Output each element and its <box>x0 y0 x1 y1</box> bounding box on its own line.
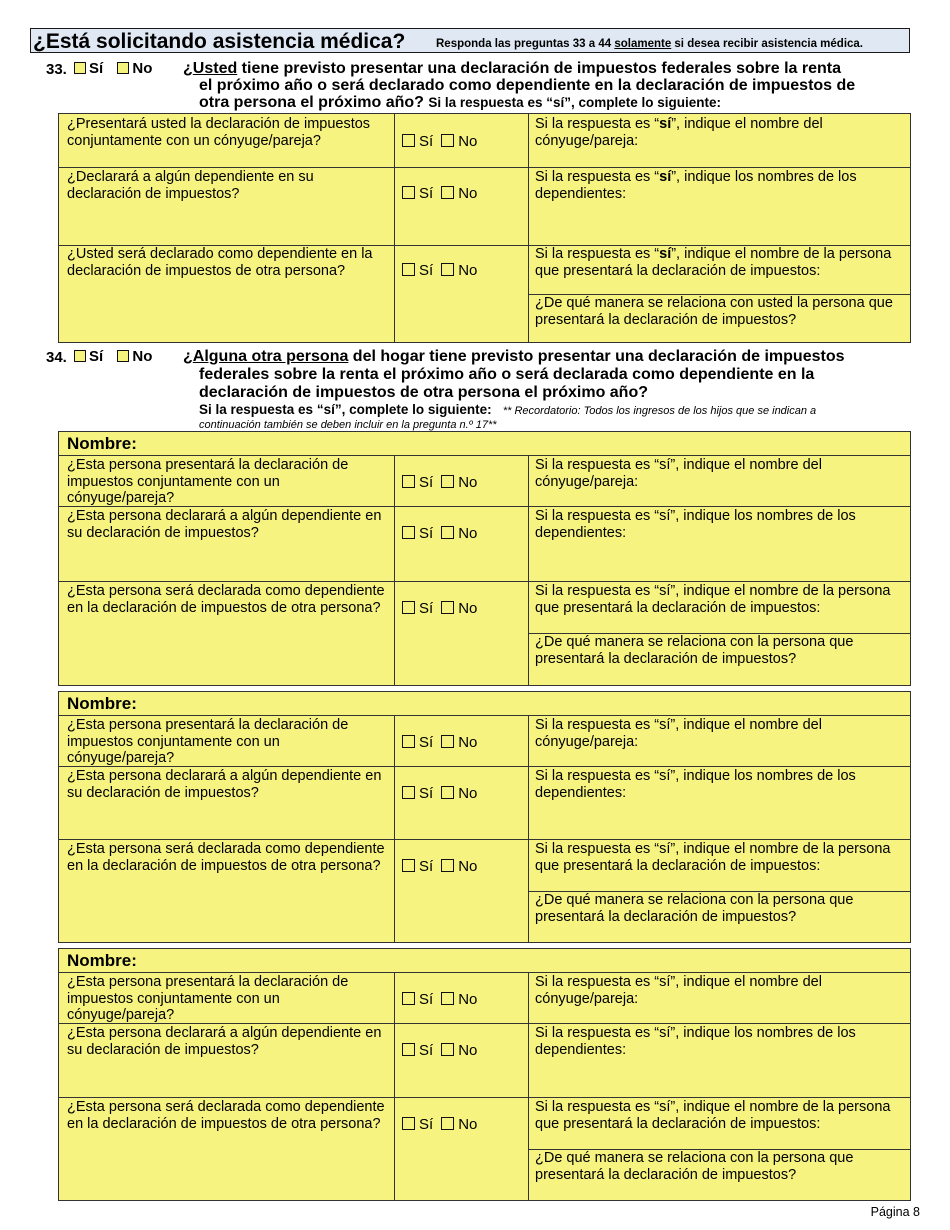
person1-row3-yesno: Sí No <box>402 600 485 617</box>
person2-row1-yesno: Sí No <box>402 734 485 751</box>
no-checkbox[interactable] <box>441 134 454 147</box>
yes-checkbox[interactable] <box>402 859 415 872</box>
q33-row1-question: ¿Presentará usted la declaración de impuestos conjuntamente con un cónyuge/pareja? <box>67 116 371 149</box>
person2-row3-yesno: Sí No <box>402 858 485 875</box>
person1-row2-response: Si la respuesta es “sí”, indique los nombres de los dependientes: <box>535 508 856 541</box>
no-checkbox[interactable] <box>441 601 454 614</box>
person2-row2-question: ¿Esta persona declarará a algún dependiente en su declaración de impuestos? <box>67 768 382 801</box>
q33-line1: ¿Usted tiene previsto presentar una declaración de impuestos federales sobre la renta <box>183 60 842 77</box>
person1-row3-question: ¿Esta persona será declarada como dependiente en la declaración de impuestos de otra persona? <box>67 583 385 616</box>
yes-checkbox[interactable] <box>402 186 415 199</box>
q33-row3-response: Si la respuesta es “sí”, indique el nombre de la persona que presentará la declaración de impuestos: <box>535 246 892 279</box>
person3-row1-response: Si la respuesta es “sí”, indique el nombre del cónyuge/pareja: <box>535 974 822 1007</box>
yes-checkbox[interactable] <box>402 992 415 1005</box>
q34-line2: federales sobre la renta el próximo año o será declarada como dependiente en la <box>199 366 815 383</box>
q34-line3: declaración de impuestos de otra persona el próximo año? <box>199 384 648 401</box>
person1-row3-relationship: ¿De qué manera se relaciona con la persona que presentará la declaración de impuestos? <box>535 634 854 667</box>
q33-row2-response: Si la respuesta es “sí”, indique los nombres de los dependientes: <box>535 169 857 202</box>
q33-table <box>58 113 911 343</box>
q34-reminder-line2: continuación también se deben incluir en la pregunta n.º 17** <box>199 419 497 431</box>
person3-row3-response: Si la respuesta es “sí”, indique el nombre de la persona que presentará la declaración de impuestos: <box>535 1099 891 1132</box>
yes-checkbox[interactable] <box>402 601 415 614</box>
person-table-3 <box>58 948 911 1201</box>
person3-row1-question: ¿Esta persona presentará la declaración de impuestos conjuntamente con un cónyuge/pareja? <box>67 974 349 1023</box>
person2-row2-yesno: Sí No <box>402 785 485 802</box>
person3-row3-yesno: Sí No <box>402 1116 485 1133</box>
person3-row2-yesno: Sí No <box>402 1042 485 1059</box>
person1-row1-response: Si la respuesta es “sí”, indique el nombre del cónyuge/pareja: <box>535 457 822 490</box>
person2-row3-relationship: ¿De qué manera se relaciona con la persona que presentará la declaración de impuestos? <box>535 892 854 925</box>
yes-checkbox[interactable] <box>402 735 415 748</box>
no-checkbox[interactable] <box>441 992 454 1005</box>
person3-row3-question: ¿Esta persona será declarada como dependiente en la declaración de impuestos de otra persona? <box>67 1099 385 1132</box>
q34-answer: Sí No <box>74 348 158 365</box>
person-name-label: Nombre: <box>67 434 137 453</box>
person2-row3-question: ¿Esta persona será declarada como dependiente en la declaración de impuestos de otra persona? <box>67 841 385 874</box>
q33-row1-yesno: Sí No <box>402 133 485 150</box>
no-checkbox[interactable] <box>441 263 454 276</box>
yes-checkbox[interactable] <box>402 526 415 539</box>
no-checkbox[interactable] <box>441 859 454 872</box>
yes-checkbox[interactable] <box>402 263 415 276</box>
no-checkbox[interactable] <box>441 1043 454 1056</box>
no-checkbox[interactable] <box>441 475 454 488</box>
person2-row1-response: Si la respuesta es “sí”, indique el nombre del cónyuge/pareja: <box>535 717 822 750</box>
person2-row1-question: ¿Esta persona presentará la declaración de impuestos conjuntamente con un cónyuge/pareja? <box>67 717 349 766</box>
page-number: Página 8 <box>870 1205 920 1219</box>
person1-row3-response: Si la respuesta es “sí”, indique el nombre de la persona que presentará la declaración de impuestos: <box>535 583 891 616</box>
q33-line3: otra persona el próximo año? Si la respuesta es “sí”, complete lo siguiente: <box>199 94 721 111</box>
person3-row2-question: ¿Esta persona declarará a algún dependiente en su declaración de impuestos? <box>67 1025 382 1058</box>
no-checkbox[interactable] <box>441 786 454 799</box>
q33-row2-question: ¿Declarará a algún dependiente en su declaración de impuestos? <box>67 169 314 202</box>
no-checkbox[interactable] <box>441 1117 454 1130</box>
no-checkbox[interactable] <box>441 186 454 199</box>
person1-row2-question: ¿Esta persona declarará a algún dependiente en su declaración de impuestos? <box>67 508 382 541</box>
q33-line2: el próximo año o será declarado como dependiente en la declaración de impuestos de <box>199 77 856 94</box>
section-title: ¿Está solicitando asistencia médica? <box>33 30 406 53</box>
q33-row3-relationship: ¿De qué manera se relaciona con usted la persona que presentará la declaración de impuestos? <box>535 295 893 328</box>
person1-row1-question: ¿Esta persona presentará la declaración de impuestos conjuntamente con un cónyuge/pareja? <box>67 457 349 506</box>
yes-checkbox[interactable] <box>402 786 415 799</box>
q33-no-checkbox[interactable] <box>117 62 129 74</box>
q33-number: 33. <box>46 61 67 78</box>
q33-answer: Sí No <box>74 60 158 77</box>
section-note: Responda las preguntas 33 a 44 solamente si desea recibir asistencia médica. <box>436 38 863 50</box>
q34-line4: Si la respuesta es “sí”, complete lo siguiente: ** Recordatorio: Todos los ingresos de los hijos que se indican a <box>199 402 817 417</box>
yes-checkbox[interactable] <box>402 1043 415 1056</box>
q34-line1: ¿Alguna otra persona del hogar tiene previsto presentar una declaración de impuestos <box>183 348 845 365</box>
q33-row1-response: Si la respuesta es “sí”, indique el nombre del cónyuge/pareja: <box>535 116 823 149</box>
person3-row3-relationship: ¿De qué manera se relaciona con la persona que presentará la declaración de impuestos? <box>535 1150 854 1183</box>
no-checkbox[interactable] <box>441 526 454 539</box>
person2-row2-response: Si la respuesta es “sí”, indique los nombres de los dependientes: <box>535 768 856 801</box>
person3-row1-yesno: Sí No <box>402 991 485 1008</box>
section-header <box>30 28 910 53</box>
no-checkbox[interactable] <box>441 735 454 748</box>
q33-row2-yesno: Sí No <box>402 185 485 202</box>
yes-checkbox[interactable] <box>402 134 415 147</box>
person-name-label: Nombre: <box>67 951 137 970</box>
q34-number: 34. <box>46 349 67 366</box>
q33-row3-yesno: Sí No <box>402 262 485 279</box>
q33-yes-checkbox[interactable] <box>74 62 86 74</box>
yes-checkbox[interactable] <box>402 1117 415 1130</box>
q33-row3-question: ¿Usted será declarado como dependiente en la declaración de impuestos de otra persona? <box>67 246 373 279</box>
person-name-label: Nombre: <box>67 694 137 713</box>
person3-row2-response: Si la respuesta es “sí”, indique los nombres de los dependientes: <box>535 1025 856 1058</box>
person1-row1-yesno: Sí No <box>402 474 485 491</box>
yes-checkbox[interactable] <box>402 475 415 488</box>
person-table-2 <box>58 691 911 943</box>
person-table-1 <box>58 431 911 686</box>
q34-yes-checkbox[interactable] <box>74 350 86 362</box>
q34-no-checkbox[interactable] <box>117 350 129 362</box>
person2-row3-response: Si la respuesta es “sí”, indique el nombre de la persona que presentará la declaración de impuestos: <box>535 841 891 874</box>
person1-row2-yesno: Sí No <box>402 525 485 542</box>
